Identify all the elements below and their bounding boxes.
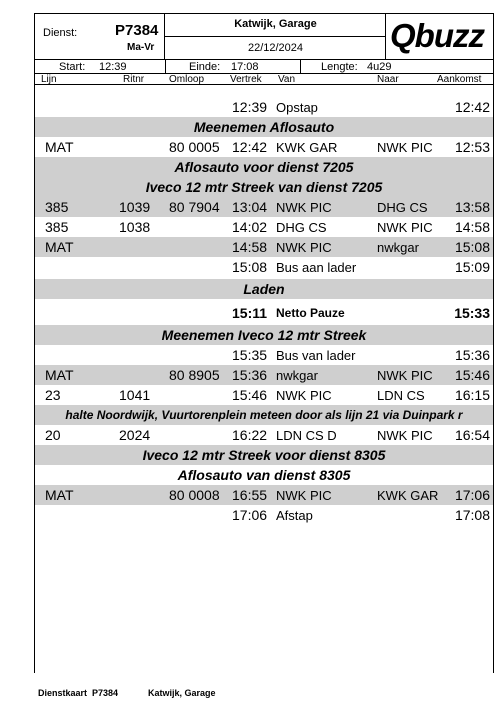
location-divider	[165, 36, 386, 37]
departure-time: 15:36	[232, 367, 268, 383]
block-number: 80 0005	[169, 139, 220, 155]
qbuzz-logo: Qbuzz	[390, 17, 484, 54]
departure-time: 15:11	[232, 305, 268, 321]
einde-label: Einde:	[189, 61, 221, 73]
trip-number: 1041	[119, 387, 151, 403]
arrival-time: 16:15	[454, 387, 490, 403]
start-label: Start:	[59, 61, 86, 73]
line-number: 23	[45, 387, 61, 403]
col-omloop: Omloop	[169, 74, 205, 85]
schedule-row	[35, 425, 493, 445]
service-card	[34, 13, 494, 673]
line-number: 20	[45, 427, 61, 443]
departure-time: 17:06	[232, 507, 268, 523]
trip-number: 2024	[119, 427, 151, 443]
arrival-time: 15:08	[454, 239, 490, 255]
from-stop: NWK PIC	[276, 488, 332, 503]
trip-number: 1039	[119, 199, 151, 215]
to-stop: KWK GAR	[377, 488, 439, 503]
section-heading	[35, 117, 493, 137]
arrival-time: 15:09	[454, 259, 490, 275]
block-number: 80 7904	[169, 199, 220, 215]
section-title: Aflosauto voor dienst 7205	[174, 159, 354, 175]
from-stop: Netto Pauze	[276, 306, 345, 320]
col-vertrek: Vertrek	[230, 74, 262, 85]
arrival-time: 15:33	[454, 305, 490, 321]
section-heading	[35, 325, 493, 345]
arrival-time: 16:54	[454, 427, 490, 443]
col-aankomst: Aankomst	[437, 74, 482, 85]
line-number: MAT	[45, 139, 74, 155]
line-number: 385	[45, 199, 69, 215]
to-stop: NWK PIC	[377, 220, 433, 235]
line-number: MAT	[45, 487, 74, 503]
departure-time: 14:58	[232, 239, 268, 255]
arrival-time: 12:53	[454, 139, 490, 155]
section-title: Aflosauto van dienst 8305	[177, 467, 351, 483]
col-van: Van	[278, 74, 296, 85]
lengte-label: Lengte:	[321, 61, 358, 73]
schedule-row	[35, 303, 493, 323]
footer-label: Dienstkaart	[38, 688, 88, 698]
schedule-row	[35, 485, 493, 505]
schedule-row	[35, 197, 493, 217]
schedule-row	[35, 345, 493, 365]
info-divider	[300, 59, 301, 73]
departure-time: 12:39	[232, 99, 268, 115]
schedule-row	[35, 97, 493, 117]
departure-time: 15:35	[232, 347, 268, 363]
header-divider	[35, 59, 493, 60]
to-stop: NWK PIC	[377, 428, 433, 443]
arrival-time: 15:36	[454, 347, 490, 363]
location-name: Katwijk, Garage	[234, 18, 317, 30]
dienst-number: P7384	[115, 22, 159, 39]
departure-time: 15:46	[232, 387, 268, 403]
to-stop: nwkgar	[377, 240, 419, 255]
arrival-time: 14:58	[454, 219, 490, 235]
arrival-time: 17:08	[454, 507, 490, 523]
footer-dienst: P7384	[92, 688, 119, 698]
info-divider	[165, 59, 166, 73]
section-heading	[35, 445, 493, 465]
departure-time: 16:22	[232, 427, 268, 443]
schedule-row	[35, 365, 493, 385]
schedule-row	[35, 137, 493, 157]
section-heading	[35, 177, 493, 197]
arrival-time: 15:46	[454, 367, 490, 383]
line-number: 385	[45, 219, 69, 235]
from-stop: NWK PIC	[276, 388, 332, 403]
from-stop: Bus van lader	[276, 348, 356, 363]
date: 22/12/2024	[247, 42, 304, 54]
to-stop: DHG CS	[377, 200, 428, 215]
footer-location: Katwijk, Garage	[148, 688, 216, 698]
to-stop: LDN CS	[377, 388, 425, 403]
from-stop: KWK GAR	[276, 140, 338, 155]
start-time: 12:39	[99, 61, 127, 73]
arrival-time: 13:58	[454, 199, 490, 215]
schedule-row	[35, 505, 493, 525]
from-stop: Bus aan lader	[276, 260, 357, 275]
days-label: Ma-Vr	[127, 42, 155, 53]
trip-number: 1038	[119, 219, 151, 235]
line-number: MAT	[45, 367, 74, 383]
departure-time: 14:02	[232, 219, 268, 235]
section-title: Iveco 12 mtr Streek van dienst 7205	[145, 179, 383, 195]
einde-time: 17:08	[231, 61, 259, 73]
from-stop: Afstap	[276, 508, 313, 523]
to-stop: NWK PIC	[377, 368, 433, 383]
col-ritnr: Ritnr	[123, 74, 145, 85]
from-stop: NWK PIC	[276, 200, 332, 215]
from-stop: Opstap	[276, 100, 318, 115]
departure-time: 15:08	[232, 259, 268, 275]
block-number: 80 8905	[169, 367, 220, 383]
section-title: Meenemen Aflosauto	[193, 119, 335, 135]
schedule-row	[35, 217, 493, 237]
logo-box	[386, 14, 494, 59]
section-heading	[35, 157, 493, 177]
arrival-time: 12:42	[454, 99, 490, 115]
remark-row	[35, 405, 493, 425]
departure-time: 16:55	[232, 487, 268, 503]
col-lijn: Lijn	[41, 74, 57, 85]
line-number: MAT	[45, 239, 74, 255]
schedule-row	[35, 385, 493, 405]
header	[34, 13, 494, 85]
from-stop: DHG CS	[276, 220, 327, 235]
arrival-time: 17:06	[454, 487, 490, 503]
section-title: Meenemen Iveco 12 mtr Streek	[161, 327, 367, 343]
location-box	[165, 14, 386, 59]
schedule-row	[35, 237, 493, 257]
from-stop: nwkgar	[276, 368, 318, 383]
from-stop: LDN CS D	[276, 428, 337, 443]
remark-text: halte Noordwijk, Vuurtorenplein meteen door als lijn 21 via Duinpark r	[65, 408, 463, 422]
to-stop: NWK PIC	[377, 140, 433, 155]
lengte-value: 4u29	[367, 61, 392, 73]
section-title: Iveco 12 mtr Streek voor dienst 8305	[142, 447, 386, 463]
col-naar: Naar	[377, 74, 399, 85]
departure-time: 12:42	[232, 139, 268, 155]
schedule-row	[35, 257, 493, 277]
section-heading	[35, 279, 493, 299]
column-header-divider	[35, 73, 493, 74]
from-stop: NWK PIC	[276, 240, 332, 255]
departure-time: 13:04	[232, 199, 268, 215]
block-number: 80 0008	[169, 487, 220, 503]
section-heading	[35, 465, 493, 485]
dienst-label: Dienst:	[43, 27, 78, 39]
section-title: Laden	[243, 281, 285, 297]
dienst-box	[35, 14, 165, 59]
